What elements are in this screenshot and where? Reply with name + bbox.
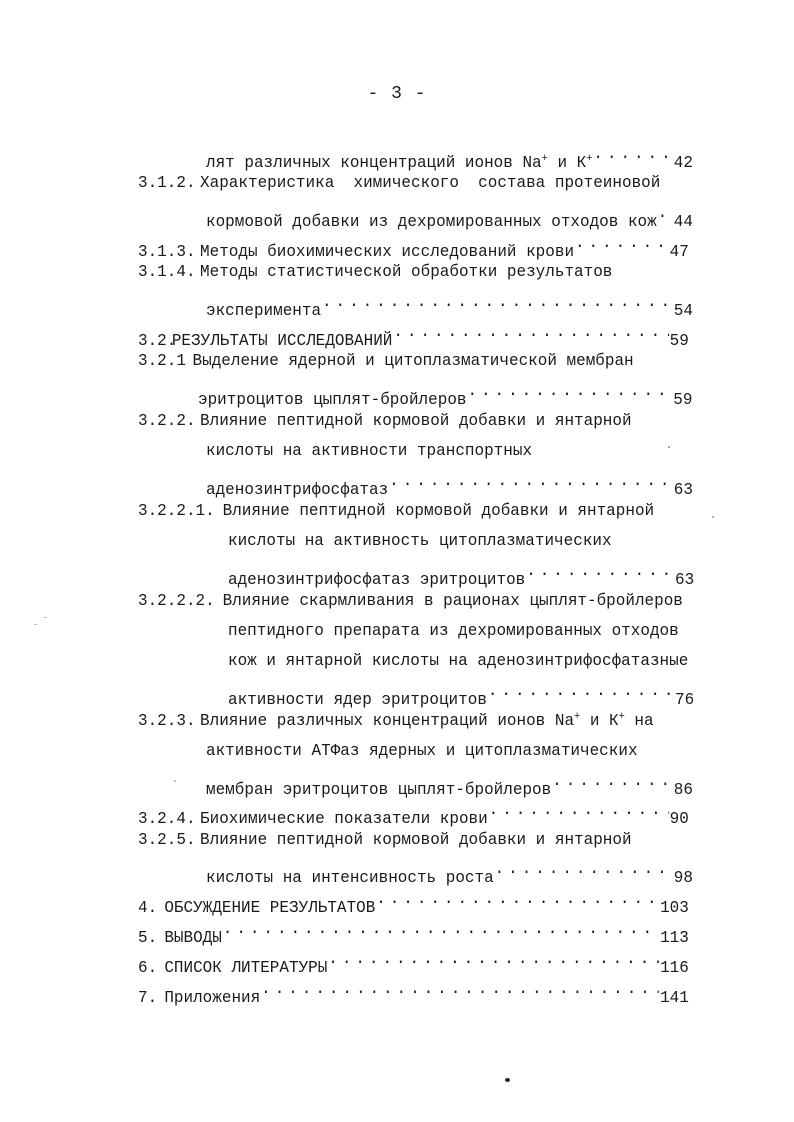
toc-page-number: 141 [660,989,689,1008]
toc-section-number: 6. [138,959,158,978]
toc-page-number: 90 [669,810,689,829]
toc-leader-dots [593,143,672,167]
toc-entry [138,350,689,374]
toc-entry [228,650,694,674]
toc-entry-text: Влияние пептидной кормовой добавки и янтарной [200,831,632,850]
toc-entry-text: РЕЗУЛЬТАТЫ ИССЛЕДОВАНИЙ [171,332,393,351]
scan-speck [505,1078,510,1082]
toc-entry [138,799,689,829]
toc-section-number: 3.2.4. [138,810,196,829]
toc-page-number: 47 [669,243,689,262]
toc-section-number: 3.2.5. [138,831,196,850]
toc-leader-dots [488,680,674,704]
toc-leader-dots [467,380,672,404]
toc-entry-text: кислоты на активности транспортных [206,442,533,461]
toc-entry-text: активности АТФаз ядерных и цитоплазматических [206,742,638,761]
toc-entry [198,380,693,410]
toc-entry [206,740,693,764]
toc-entry-text: Влияние пептидной кормовой добавки и янтарной [222,502,655,521]
toc-entry-text: мембран эритроцитов цыплят-бройлеров [206,781,552,800]
toc-leader-dots [552,770,673,794]
toc-leader-dots [376,888,659,912]
toc-entry [138,232,689,262]
toc-leader-dots [389,470,673,494]
toc-page-number: 59 [669,332,689,351]
toc-entry-text: Влияние пептидной кормовой добавки и янтарной [200,412,632,431]
toc-entry-text: аденозинтрифосфатаз [206,481,389,500]
toc-section-number: 7. [138,989,158,1008]
toc-section-number: 3.2.1 [138,352,186,371]
toc-page-number: 76 [675,691,695,710]
toc-entry-text: ОБСУЖДЕНИЕ РЕЗУЛЬТАТОВ [164,899,376,918]
toc-leader-dots [495,858,673,882]
toc-entry-text: Методы биохимических исследований крови [200,243,575,262]
toc-entry [138,918,689,948]
toc-entry-text: Методы статистической обработки результатов [200,263,613,282]
toc-entry-text: пептидного препарата из дехромированных отходов [228,622,679,641]
toc-entry-text: кормовой добавки из дехромированных отходов кож [206,213,657,232]
scan-speck [712,516,714,518]
toc-leader-dots [393,321,668,345]
toc-entry [138,948,689,978]
toc-entry [138,172,689,196]
toc-entry-text: активности ядер эритроцитов [228,691,487,710]
scan-speck [174,780,176,782]
toc-entry [206,770,693,800]
toc-section-number: 4. [138,899,158,918]
scan-speck [668,446,670,448]
toc-entry-text: Характеристика химического состава протеиновой [200,174,661,193]
toc-entry-text: Биохимические показатели крови [200,810,488,829]
toc-leader-dots [489,799,669,823]
toc-section-number: 5. [138,929,158,948]
toc-section-number: 3.2.2. [138,412,196,431]
toc-entry [138,978,689,1008]
toc-page-number: 42 [673,154,693,173]
toc-page-number: 116 [660,959,689,978]
toc-entry-text: кислоты на интенсивность роста [206,869,494,888]
toc-entry-text: Выделение ядерной и цитоплазматической мембран [192,352,634,371]
toc-section-number: 3.1.4. [138,263,196,282]
toc-entry [206,143,693,173]
toc-entry [138,829,689,853]
toc-entry [138,261,689,285]
toc-entry [206,202,693,232]
toc-entry-text: Влияние скармливания в рационах цыплят-бройлеров [222,592,683,611]
toc-leader-dots [322,291,673,315]
toc-page-number: 59 [673,391,693,410]
toc-leader-dots [658,202,673,226]
toc-page-number: 63 [673,481,693,500]
toc-leader-dots [526,560,674,584]
toc-section-number: 3.1.2. [138,174,196,193]
toc-section-number: 3.2.2.2. [138,592,215,611]
scan-speck [44,617,47,618]
toc-entry [206,858,693,888]
toc-page-number: 54 [673,302,693,321]
toc-entry-text: ВЫВОДЫ [164,929,222,948]
toc-entry-text: эксперимента [206,302,322,321]
toc-entry [206,291,693,321]
toc-entry [228,530,694,554]
toc-section-number: 3.2.2.1. [138,502,215,521]
toc-leader-dots [261,978,659,1002]
toc-entry-text: кож и янтарной кислоты на аденозинтрифосфатазные [228,652,689,671]
toc-page-number: 103 [660,899,689,918]
toc-entry-text: Влияние различных концентраций ионов Na+ и К+ на [200,711,654,731]
toc-entry [206,440,693,464]
toc-entry [228,620,694,644]
toc-page-number: 86 [673,781,693,800]
toc-entry-text: лят различных концентраций ионов Na+ и К+ [206,153,593,173]
toc-entry [138,410,689,434]
toc-entry-text: эритроцитов цыплят-бройлеров [198,391,467,410]
toc-page-number: 98 [673,869,693,888]
toc-page-number: 44 [673,213,693,232]
toc-entry [138,321,689,351]
toc-entry [228,560,695,590]
toc-entry [206,470,693,500]
toc-leader-dots [575,232,669,256]
toc-entry-text: кислоты на активность цитоплазматических [228,532,612,551]
toc-section-number: 3.1.3. [138,243,196,262]
toc-entry [138,888,689,918]
page-number: - 3 - [367,84,427,104]
toc-leader-dots [223,918,659,942]
toc-entry [138,710,689,734]
scan-speck [34,624,37,625]
toc-page-number: 63 [675,571,695,590]
toc-entry [138,590,689,614]
toc-entry [138,500,689,524]
toc-leader-dots [328,948,659,972]
toc-entry [228,680,695,710]
toc-section-number: 3.2.3. [138,712,196,731]
toc-entry-text: Приложения [164,989,261,1008]
toc-section-number: 3.2. [138,332,177,351]
toc-page-number: 113 [660,929,689,948]
toc-entry-text: СПИСОК ЛИТЕРАТУРЫ [164,959,328,978]
toc-entry-text: аденозинтрифосфатаз эритроцитов [228,571,526,590]
